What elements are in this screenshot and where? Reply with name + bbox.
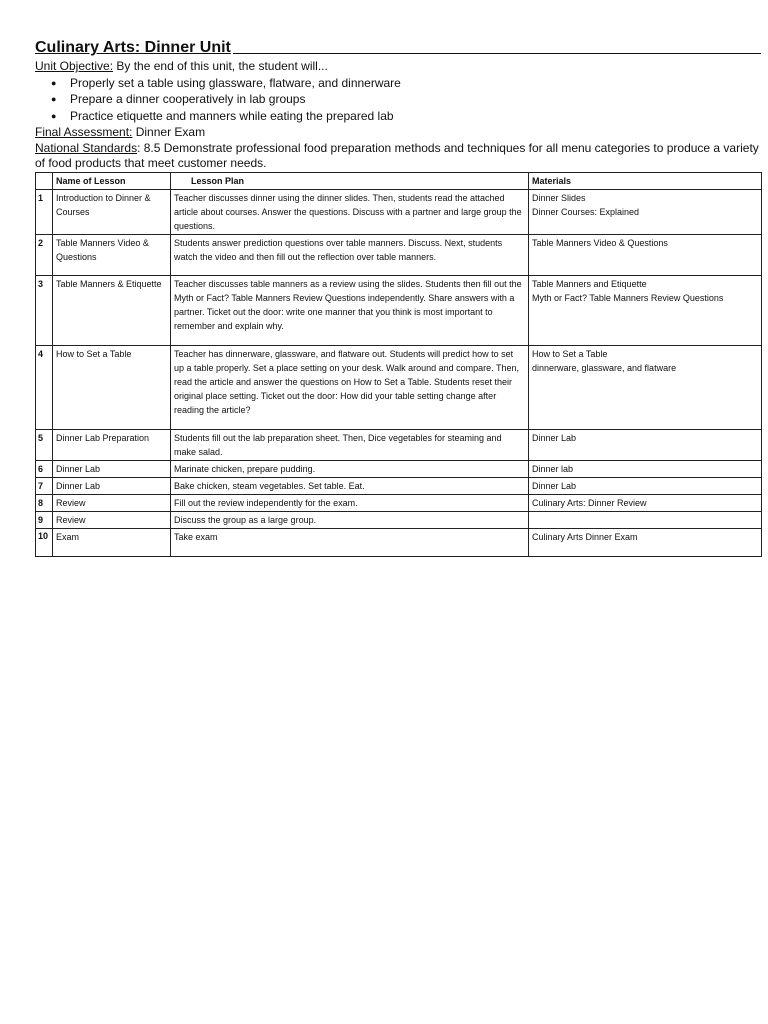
material-item: Table Manners Video & Questions [532, 237, 668, 248]
table-row [36, 460, 762, 477]
material-item: Culinary Arts Dinner Exam [532, 531, 638, 542]
header-num [36, 172, 53, 189]
lesson-number: 10 [36, 528, 53, 556]
lesson-plan: Students fill out the lab preparation sheet. Then, Dice vegetables for steaming and make salad. [171, 429, 529, 460]
assessment-label: Final Assessment: [35, 125, 133, 139]
objective-item: ● Prepare a dinner cooperatively in lab groups [68, 91, 761, 108]
lesson-materials [529, 460, 762, 477]
lesson-materials [529, 477, 762, 494]
table-row [36, 189, 762, 234]
material-item: Dinner Lab [532, 432, 577, 443]
lesson-table [35, 172, 762, 557]
lesson-name: Introduction to Dinner & Courses [53, 189, 171, 234]
page-title: Culinary Arts: Dinner Unit [35, 39, 231, 56]
material-item: Dinner Lab [532, 480, 577, 491]
lesson-number: 7 [36, 477, 53, 494]
header-plan: Lesson Plan [171, 172, 529, 189]
objective-line [35, 58, 761, 75]
document-page [35, 37, 761, 557]
table-row [36, 345, 762, 429]
objective-item: ● Properly set a table using glassware, flatware, and dinnerware [68, 75, 761, 92]
objective-text: By the end of this unit, the student will... [113, 59, 328, 73]
table-row [36, 275, 762, 345]
assessment-line [35, 124, 761, 141]
lesson-number: 3 [36, 275, 53, 345]
lesson-plan: Marinate chicken, prepare pudding. [171, 460, 529, 477]
lesson-plan: Bake chicken, steam vegetables. Set table. Eat. [171, 477, 529, 494]
lesson-number: 1 [36, 189, 53, 234]
standards-line [35, 141, 761, 172]
lesson-name: Table Manners Video & Questions [53, 234, 171, 275]
material-item: Table Manners and Etiquette [532, 278, 647, 289]
title-row [35, 37, 761, 57]
material-item: Culinary Arts: Dinner Review [532, 497, 647, 508]
table-row [36, 494, 762, 511]
lesson-number: 8 [36, 494, 53, 511]
material-item: Dinner Courses: Explained [532, 206, 640, 217]
table-row [36, 528, 762, 556]
lesson-plan: Take exam [171, 528, 529, 556]
lesson-number: 4 [36, 345, 53, 429]
lesson-plan: Teacher has dinnerware, glassware, and flatware out. Students will predict how to set up a table properly. Set a place setting on your desk. Walk around and compare. Then, read the article and answer the questions on How to Set a Table. Students reset their original place setting. Ticket out the door: How did your table setting change after reading the article? [171, 345, 529, 429]
lesson-materials [529, 429, 762, 460]
lesson-materials [529, 345, 762, 429]
lesson-plan: Fill out the review independently for the exam. [171, 494, 529, 511]
lesson-number: 2 [36, 234, 53, 275]
lesson-materials [529, 511, 762, 528]
lesson-materials [529, 189, 762, 234]
material-item: dinnerware, glassware, and flatware [532, 362, 677, 373]
lesson-materials [529, 275, 762, 345]
lesson-name: Dinner Lab [53, 460, 171, 477]
table-header-row [36, 172, 762, 189]
header-name: Name of Lesson [53, 172, 171, 189]
material-item: How to Set a Table [532, 348, 608, 359]
lesson-plan: Teacher discusses dinner using the dinner slides. Then, students read the attached article about courses. Answer the questions. Discuss with a partner and large group the questions. [171, 189, 529, 234]
lesson-name: Review [53, 494, 171, 511]
lesson-name: Table Manners & Etiquette [53, 275, 171, 345]
table-row [36, 477, 762, 494]
objective-label: Unit Objective: [35, 59, 114, 73]
lesson-number: 5 [36, 429, 53, 460]
lesson-materials [529, 494, 762, 511]
material-item: Dinner Slides [532, 192, 586, 203]
lesson-plan: Students answer prediction questions over table manners. Discuss. Next, students watch the video and then fill out the reflection over table manners. [171, 234, 529, 275]
lesson-name: Exam [53, 528, 171, 556]
lesson-plan: Discuss the group as a large group. [171, 511, 529, 528]
lesson-name: Dinner Lab Preparation [53, 429, 171, 460]
objective-list [35, 75, 761, 125]
standards-label: National Standards [35, 140, 138, 155]
lesson-name: Dinner Lab [53, 477, 171, 494]
lesson-materials [529, 528, 762, 556]
lesson-number: 9 [36, 511, 53, 528]
lesson-materials [529, 234, 762, 275]
assessment-text: Dinner Exam [132, 125, 206, 139]
material-item: Myth or Fact? Table Manners Review Questions [532, 292, 724, 303]
lesson-number: 6 [36, 460, 53, 477]
table-body [36, 189, 762, 556]
material-item: Dinner lab [532, 463, 574, 474]
objective-item: ● Practice etiquette and manners while eating the prepared lab [68, 108, 761, 125]
lesson-name: Review [53, 511, 171, 528]
table-row [36, 511, 762, 528]
header-materials: Materials [529, 172, 762, 189]
table-row [36, 429, 762, 460]
title-underline [233, 53, 761, 54]
lesson-plan: Teacher discusses table manners as a review using the slides. Students then fill out the Myth or Fact? Table Manners Review Questions independently. Share answers with a partner. Ticket out the door: write one manner that you think is most important to remember and explain why. [171, 275, 529, 345]
table-row [36, 234, 762, 275]
standards-text: : 8.5 Demonstrate professional food preparation methods and techniques for all menu categories to produce a variety of food products that meet customer needs. [35, 140, 759, 170]
lesson-name: How to Set a Table [53, 345, 171, 429]
